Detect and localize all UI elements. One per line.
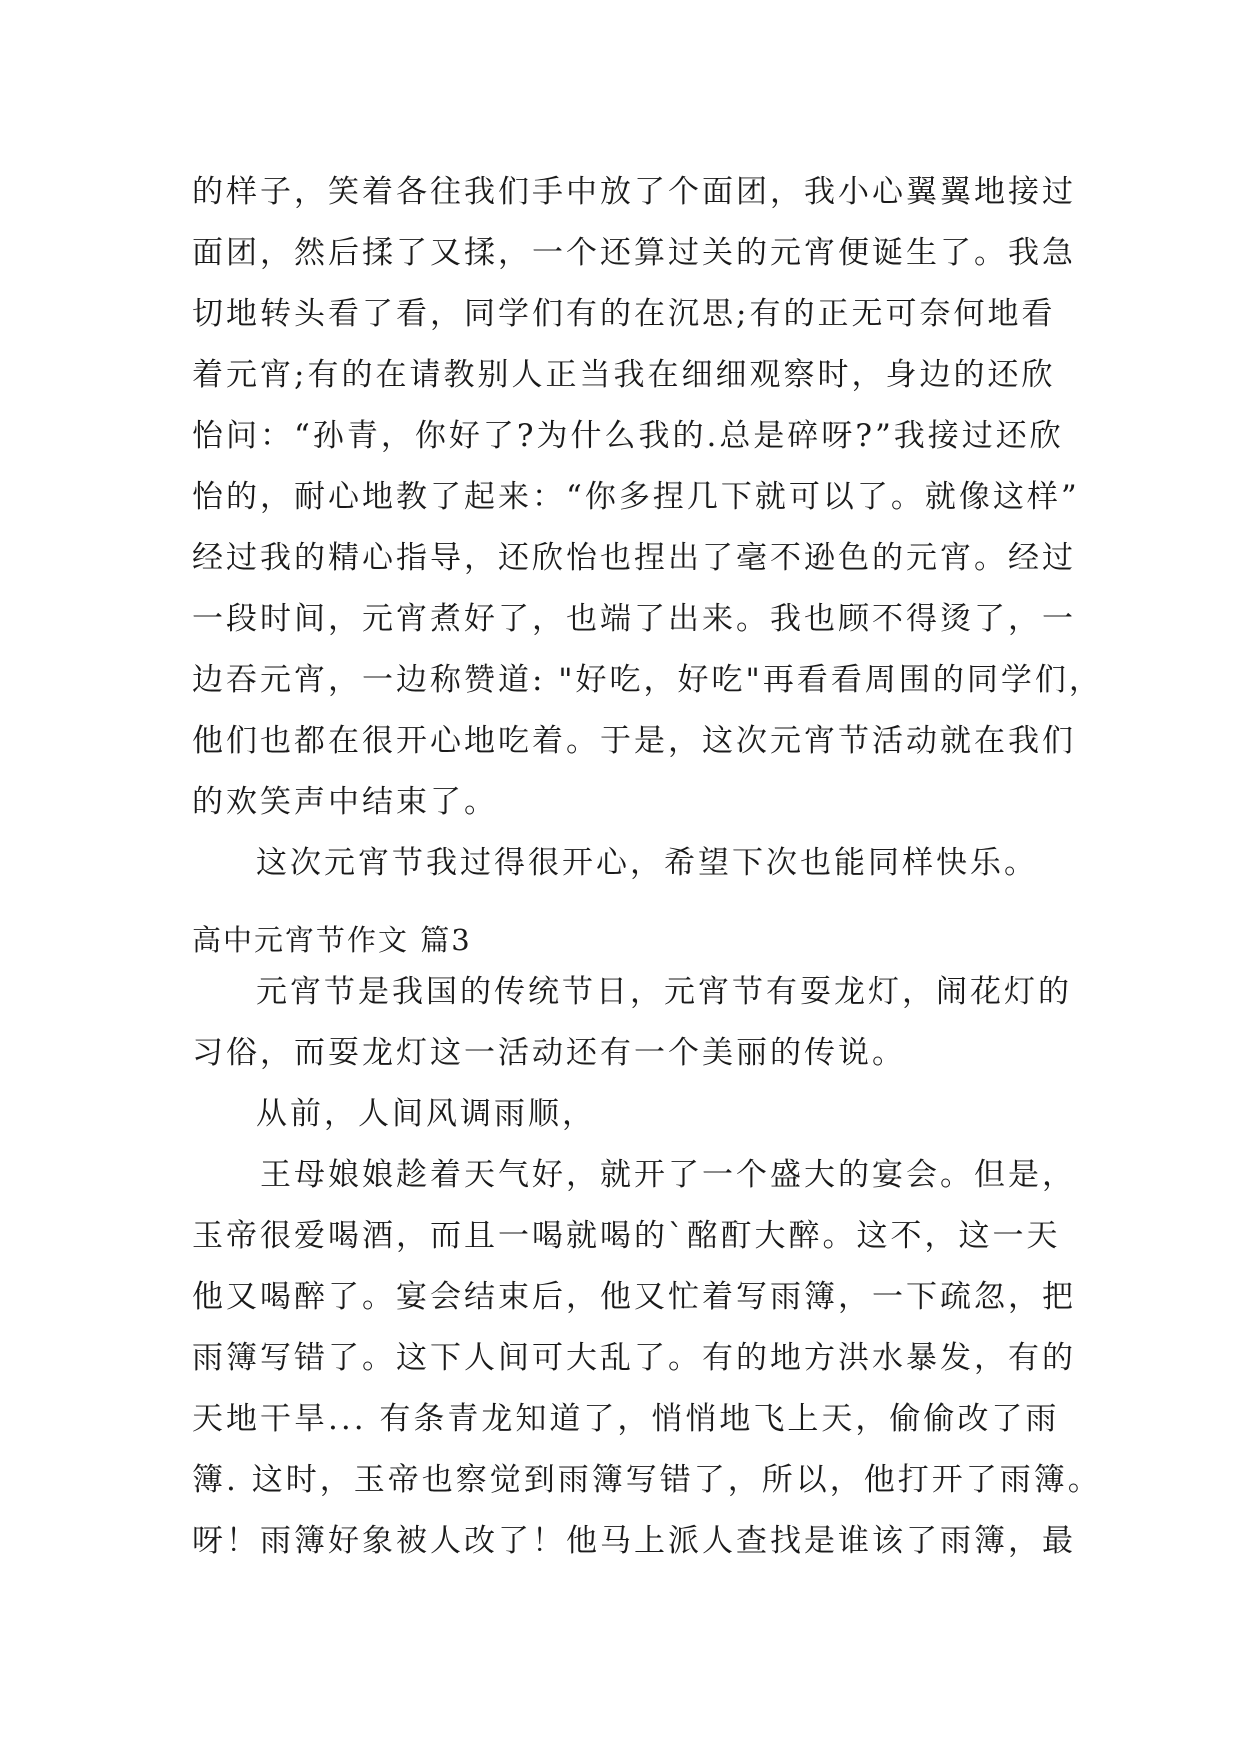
text-line: 切地转头看了看，同学们有的在沉思;有的正无可奈何地看 xyxy=(192,296,1056,332)
text-line: 呀！雨簿好象被人改了！他马上派人查找是谁该了雨簿，最 xyxy=(192,1523,1076,1559)
text-line: 天地干旱... 有条青龙知道了，悄悄地飞上天，偷偷改了雨 xyxy=(192,1401,1060,1437)
text-line: 雨簿写错了。这下人间可大乱了。有的地方洪水暴发，有的 xyxy=(192,1340,1076,1376)
text-line: 玉帝很爱喝酒，而且一喝就喝的`酩酊大醉。这不，这一天 xyxy=(192,1218,1061,1254)
text-line: 的样子，笑着各往我们手中放了个面团，我小心翼翼地接过 xyxy=(192,174,1076,210)
text-line: 一段时间，元宵煮好了，也端了出来。我也顾不得烫了，一 xyxy=(192,601,1076,637)
text-line: 怡的，耐心地教了起来：“你多捏几下就可以了。就像这样” xyxy=(192,479,1080,515)
text-line: 边吞元宵，一边称赞道: "好吃，好吃"再看看周围的同学们， xyxy=(192,662,1103,698)
section-heading: 高中元宵节作文 篇3 xyxy=(192,923,472,957)
text-line: 王母娘娘趁着天气好，就开了一个盛大的宴会。但是， xyxy=(260,1157,1076,1193)
text-line: 经过我的精心指导，还欣怡也捏出了毫不逊色的元宵。经过 xyxy=(192,540,1076,576)
text-line: 怡问：“孙青，你好了?为什么我的.总是碎呀?”我接过还欣 xyxy=(192,418,1064,454)
text-line: 从前，人间风调雨顺， xyxy=(256,1096,596,1132)
text-line: 习俗，而耍龙灯这一活动还有一个美丽的传说。 xyxy=(192,1035,906,1071)
text-line: 簿. 这时，玉帝也察觉到雨簿写错了，所以，他打开了雨簿。 xyxy=(192,1462,1102,1498)
paragraph-intro xyxy=(192,962,1102,1572)
text-line: 面团，然后揉了又揉，一个还算过关的元宵便诞生了。我急 xyxy=(192,235,1076,271)
text-line: 的欢笑声中结束了。 xyxy=(192,784,498,820)
text-line: 这次元宵节我过得很开心，希望下次也能同样快乐。 xyxy=(256,845,1038,881)
text-line: 元宵节是我国的传统节日，元宵节有耍龙灯，闹花灯的 xyxy=(256,974,1072,1010)
paragraph-continued xyxy=(192,162,1103,894)
text-line: 他又喝醉了。宴会结束后，他又忙着写雨簿，一下疏忽，把 xyxy=(192,1279,1076,1315)
text-line: 他们也都在很开心地吃着。于是，这次元宵节活动就在我们 xyxy=(192,723,1076,759)
text-line: 着元宵;有的在请教别人正当我在细细观察时，身边的还欣 xyxy=(192,357,1056,393)
